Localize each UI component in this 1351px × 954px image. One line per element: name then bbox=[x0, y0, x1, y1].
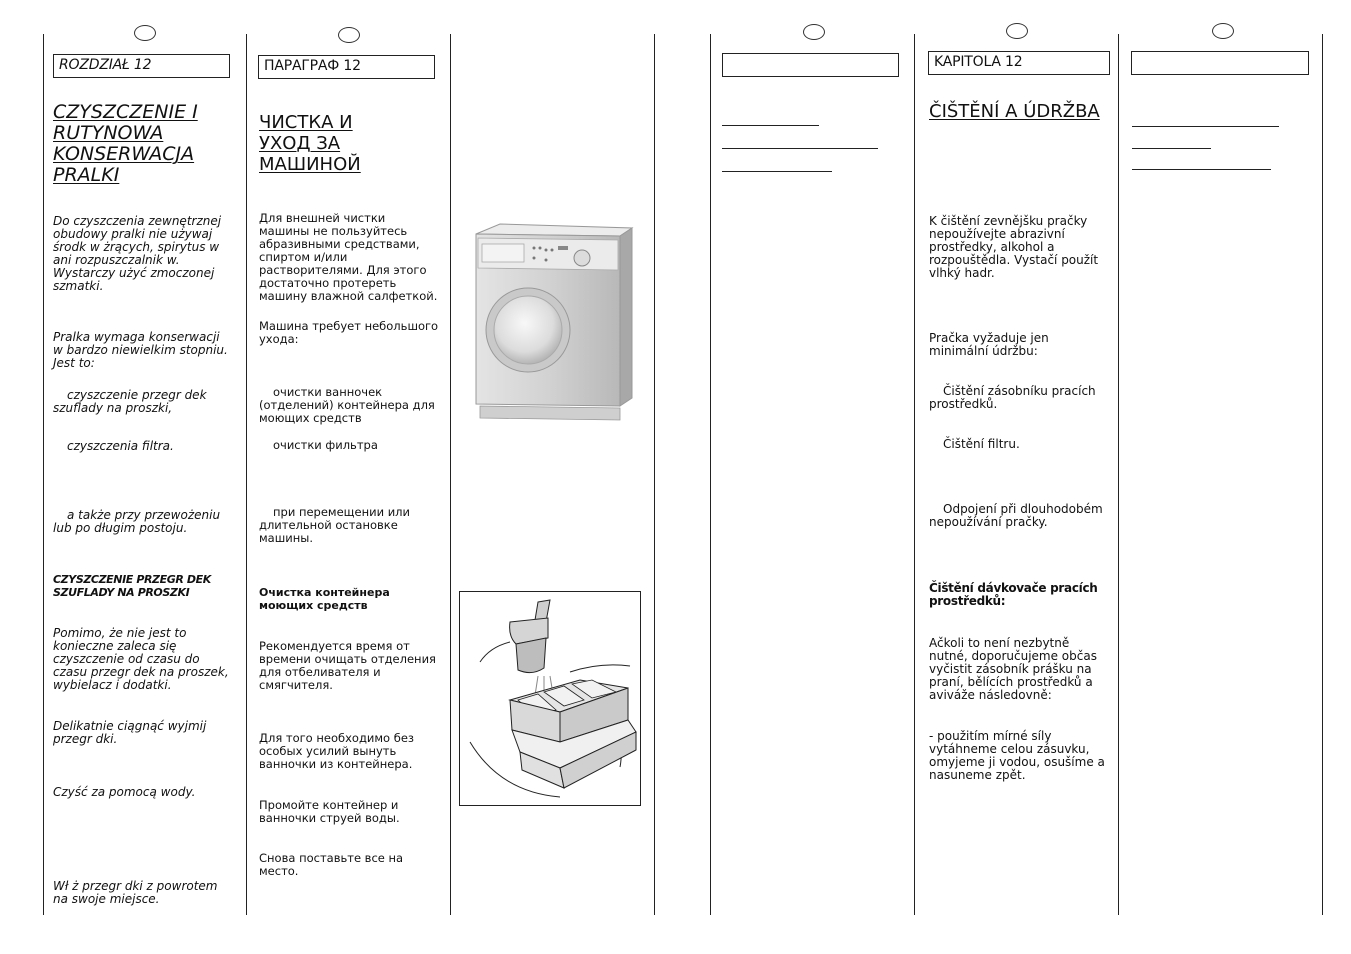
language-flag-icon bbox=[1006, 23, 1028, 39]
title-underline bbox=[722, 171, 832, 172]
list-item-cz-drawer: Čištění zásobníku pracích prostředků. bbox=[929, 384, 1096, 411]
chapter-header-cz: KAPITOLA 12 bbox=[928, 51, 1110, 75]
detergent-drawer-frame bbox=[459, 591, 641, 806]
chapter-header-ru: ПАРАГРАФ 12 bbox=[258, 55, 435, 79]
paragraph-ru-maintenance: Машина требует небольшого ухода: bbox=[259, 319, 439, 346]
column-divider bbox=[450, 34, 451, 915]
chapter-header-empty-2 bbox=[1131, 51, 1309, 75]
paragraph-cz-exterior: K čištění zevnějšku pračky nepoužívejte abrazivní prostředky, alkohol a rozpouštědla. Vystačí použít vlhký hadr. bbox=[929, 214, 1099, 280]
language-flag-icon bbox=[803, 24, 825, 40]
title-underline bbox=[1132, 148, 1211, 149]
column-divider bbox=[710, 34, 711, 915]
list-item-pl-filter: czyszczenia filtra. bbox=[67, 439, 174, 453]
language-flag-icon bbox=[134, 25, 156, 41]
paragraph-ru-exterior: Для внешней чистки машины не пользуйтесь абразивными средствами, спиртом и/или растворителями. Для этого достаточно протереть машину влажной салфеткой. bbox=[259, 211, 438, 303]
paragraph-cz-maintenance: Pračka vyžaduje jen minimální údržbu: bbox=[929, 331, 1049, 358]
paragraph-pl-drawer-clean: Pomimo, że nie jest to konieczne zaleca się czyszczenie od czasu do czasu przegr dek na proszek, wybielacz i dodatki. bbox=[53, 626, 229, 692]
list-item-ru-drawer: очистки ванночек (отделений) контейнера для моющих средств bbox=[259, 385, 435, 425]
chapter-title-cz: ČIŠTĚNÍ A ÚDRŽBA bbox=[929, 101, 1100, 122]
paragraph-pl-pull: Delikatnie ciągnąć wyjmij przegr dki. bbox=[53, 719, 207, 746]
list-item-cz-filter: Čištění filtru. bbox=[943, 437, 1020, 451]
paragraph-cz-drawer-clean: Ačkoli to není nezbytně nutné, doporučujeme občas vyčistit zásobník prášku na praní, bělících prostředků a aviváže následovně: bbox=[929, 636, 1097, 702]
paragraph-pl-replace: Wł ż przegr dki z powrotem na swoje miejsce. bbox=[53, 879, 218, 906]
list-item-pl-drawer: czyszczenie przegr dek szuflady na proszki, bbox=[53, 388, 207, 415]
subheading-cz-drawer: Čištění dávkovače pracích prostředků: bbox=[929, 581, 1098, 608]
paragraph-ru-drawer-clean: Рекомендуется время от времени очищать отделения для отбеливателя и смягчителя. bbox=[259, 639, 436, 692]
chapter-header-empty-1 bbox=[722, 53, 899, 77]
paragraph-pl-maintenance: Pralka wymaga konserwacji w bardzo niewielkim stopniu. Jest to: bbox=[53, 330, 228, 370]
chapter-header-pl: ROZDZIAŁ 12 bbox=[53, 54, 230, 78]
list-item-ru-filter: очистки фильтра bbox=[273, 438, 378, 452]
paragraph-ru-water: Промойте контейнер и ванночки струей воды. bbox=[259, 798, 400, 825]
title-underline bbox=[722, 148, 878, 149]
language-flag-icon bbox=[1212, 23, 1234, 39]
washing-machine-illustration bbox=[470, 220, 640, 430]
chapter-title-pl: CZYSZCZENIE I RUTYNOWA KONSERWACJA PRALKI bbox=[53, 101, 198, 186]
chapter-title-ru: ЧИСТКА И УХОД ЗА МАШИНОЙ bbox=[259, 112, 361, 175]
subheading-ru-drawer: Очистка контейнера моющих средств bbox=[259, 586, 390, 612]
column-divider bbox=[654, 34, 655, 915]
paragraph-cz-pull: - použitím mírné síly vytáhneme celou zásuvku, omyjeme ji vodou, osušíme a nasuneme zpět. bbox=[929, 729, 1105, 782]
column-divider bbox=[246, 34, 247, 915]
column-divider bbox=[914, 34, 915, 915]
list-item-pl-transport: a także przy przewożeniu lub po długim postoju. bbox=[53, 508, 221, 535]
paragraph-pl-exterior: Do czyszczenia zewnętrznej obudowy pralki nie używaj środk w żrących, spirytus w ani rozpuszczalnik w. Wystarczy użyć zmoczonej szmatki. bbox=[53, 214, 222, 293]
subheading-pl-drawer: CZYSZCZENIE PRZEGR DEK SZUFLADY NA PROSZKI bbox=[53, 573, 211, 599]
paragraph-pl-water: Czyść za pomocą wody. bbox=[53, 785, 196, 799]
paragraph-ru-pull: Для того необходимо без особых усилий вынуть ванночки из контейнера. bbox=[259, 731, 415, 771]
language-flag-icon bbox=[338, 27, 360, 43]
title-underline bbox=[722, 125, 819, 126]
column-divider bbox=[1322, 34, 1323, 915]
detergent-drawer-illustration bbox=[460, 592, 640, 805]
paragraph-ru-replace: Снова поставьте все на место. bbox=[259, 851, 404, 878]
column-divider bbox=[1118, 34, 1119, 915]
list-item-cz-disconnect: Odpojení při dlouhodobém nepoužívání pračky. bbox=[929, 502, 1103, 529]
column-divider bbox=[43, 34, 44, 915]
list-item-ru-transport: при перемещении или длительной остановке машины. bbox=[259, 505, 410, 545]
title-underline bbox=[1132, 126, 1279, 127]
title-underline bbox=[1132, 169, 1271, 170]
